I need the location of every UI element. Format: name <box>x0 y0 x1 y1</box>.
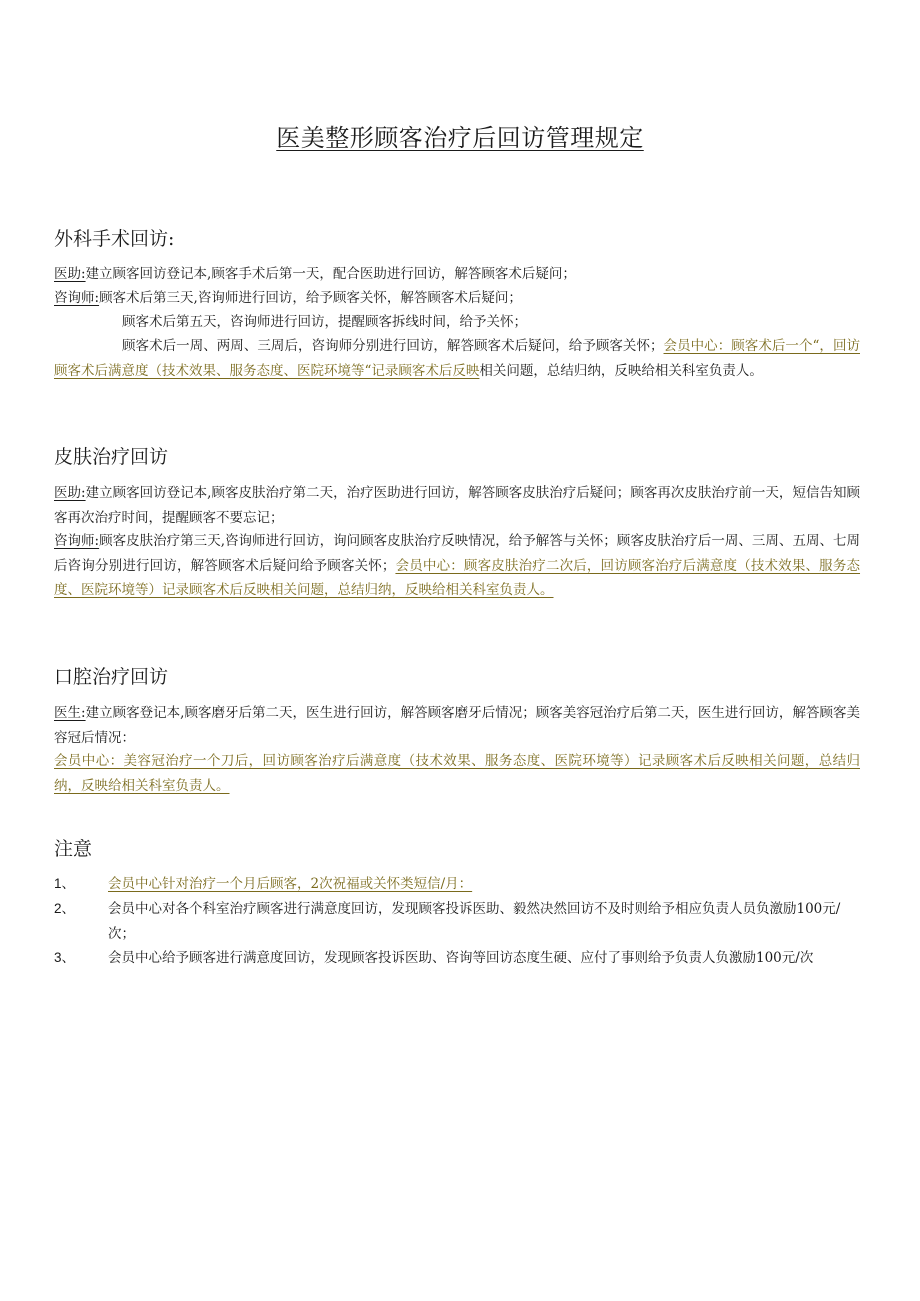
surgery-line-4-tail: 相关问题，总结归纳，反映给相关科室负责人。 <box>479 362 763 379</box>
oral-line-2 <box>54 749 860 798</box>
surgery-line-1-text: 建立顾客回访登记本,顾客手术后第一天，配合医助进行回访，解答顾客术后疑问； <box>85 266 576 282</box>
oral-line-1 <box>54 701 860 750</box>
section-heading-skin: 皮肤治疗回访 <box>54 446 169 468</box>
note-number: 3、 <box>54 950 76 965</box>
surgery-line-3: 顾客术后第五天，咨询师进行回访，提醒顾客拆线时间，给予关怀； <box>122 314 527 330</box>
surgery-line-2-text: 顾客术后第三天,咨询师进行回访，给予顾客关怀，解答顾客术后疑问； <box>99 290 522 306</box>
skin-line-1-text: 建立顾客回访登记本,顾客皮肤治疗第二天，治疗医助进行回访，解答顾客皮肤治疗后疑问；顾客再次皮肤治疗前一天，短信告知顾客再次治疗时间，提醒顾客不要忘记； <box>54 485 860 526</box>
surgery-line-4-text: 顾客术后一周、两周、三周后，咨询师分别进行回访，解答顾客术后疑问，给予顾客关怀； <box>122 338 664 354</box>
label-doctor: 医生: <box>54 705 86 721</box>
label-consultant: 咨询师: <box>54 290 100 306</box>
member-center-surgery: 会员中心：顾客术后一个“，回访顾客术后满意度（技术效果、服务态度、医院环境等“记录顾客术后反映 <box>54 338 860 379</box>
note-item-2 <box>54 897 860 946</box>
note-item-1 <box>54 872 860 897</box>
note-number: 2、 <box>54 901 76 916</box>
label-assistant: 医助: <box>54 266 86 282</box>
surgery-line-1 <box>54 262 860 287</box>
skin-line-2-text: 顾客皮肤治疗第三天,咨询师进行回访，询问顾客皮肤治疗反映情况，给予解答与关怀；顾客皮肤治疗后一周、三周、五周、七周后咨询分别进行回访，解答顾客术后疑问给予顾客关怀； <box>54 533 860 574</box>
member-center-oral: 会员中心：美容冠治疗一个刀后，回访顾客治疗后满意度（技术效果、服务态度、医院环境等）记录顾客术后反映相关问题，总结归纳，反映给相关科室负责人。 <box>54 753 860 794</box>
member-center-skin: 会员中心：顾客皮肤治疗二次后，回访顾客治疗后满意度（技术效果、服务态度、医院环境等）记录顾客术后反映相关问题，总结归纳，反映给相关科室负责人。 <box>54 557 861 598</box>
label-assistant: 医助: <box>54 485 86 501</box>
oral-line-1-text: 建立顾客登记本,顾客磨牙后第二天，医生进行回访，解答顾客磨牙后情况；顾客美容冠治疗后第二天，医生进行回访，解答顾客美容冠后情况： <box>54 705 860 746</box>
label-consultant: 咨询师: <box>54 533 100 549</box>
note-number: 1、 <box>54 876 76 891</box>
skin-line-2 <box>54 529 860 603</box>
note-text: 会员中心针对治疗一个月后顾客，2次祝福或关怀类短信/月： <box>108 876 473 892</box>
surgery-line-4 <box>54 334 860 383</box>
skin-line-1 <box>54 481 860 530</box>
note-text: 会员中心对各个科室治疗顾客进行满意度回访，发现顾客投诉医助、毅然决然回访不及时则给予相应负责人员负激励100元/次； <box>108 901 841 942</box>
surgery-line-2 <box>54 286 860 311</box>
note-item-3 <box>54 946 844 971</box>
section-heading-surgery: 外科手术回访: <box>54 228 175 250</box>
section-heading-notes: 注意 <box>54 838 93 860</box>
note-text: 会员中心给予顾客进行满意度回访，发现顾客投诉医助、咨询等回访态度生硬、应付了事则给予负责人负激励100元/次 <box>108 950 814 966</box>
section-heading-oral: 口腔治疗回访 <box>54 666 169 688</box>
document-title: 医美整形顾客治疗后回访管理规定 <box>276 124 644 152</box>
